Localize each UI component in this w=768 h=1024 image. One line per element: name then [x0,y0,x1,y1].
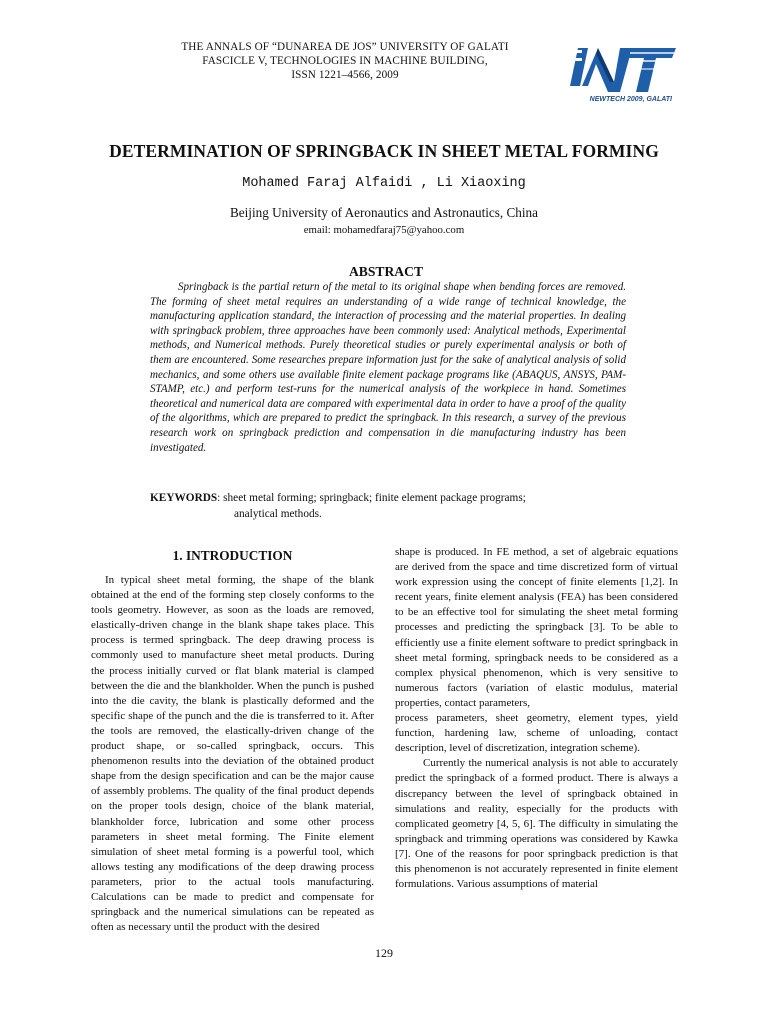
body-paragraph: shape is produced. In FE method, a set of algebraic equations are derived from the space and time discretized form of virtual work expression using the concept of finite elements [1,2]. In recent years, finite element analysis (FEA) has been considered to be an effective tool for simulating the sheet metal forming processes and predicting the springback [3]. To be able to efficiently use a finite element software to predict springback in sheet metal forming, springback needs to be considered as a complex physical phenomenon, which is very sensitive to numerous factors (variation of elastic modulus, material properties, contact parameters, [395,546,678,709]
keywords-label: KEYWORDS [150,492,218,504]
paper-affiliation: Beijing University of Aeronautics and Astronautics, China [229,205,539,220]
body-paragraph: In typical sheet metal forming, the shape of the blank obtained at the end of the forming step closely conforms to the tools geometry. However, as soon as the loads are removed, elastically-driven change in the blank shape takes place. This process is termed springback. The deep drawing process is commonly used to manufacture sheet metal products. During the process initially curved or flat blank material is clamped between the die and the blankholder. When the punch is pushed into the die cavity, the blank is plastically deformed and the specific shape of the punch and the die is transferred to it. After the tools are removed, the elastically-driven change of the product shape, or so-called springback, occurs. This phenomenon results into the deviation of the obtained product shape from the design specification and can be the major cause of assembly problems. The quality of the final product depends on the proper tools design, choice of the blank material, blankholder force, lubrication and some other process parameters in sheet metal forming. The Finite element simulation of sheet metal forming is a powerful tool, which allows testing any modifications of the deep drawing process parameters, prior to the actual tools manufacturing. Calculations can be made to predict and compensate for springback and the numerical simulations can be repeated as often as necessary until the product with the desired [91,574,374,934]
journal-header-line: ISSN 1221–4566, 2009 [291,69,399,81]
body-paragraph: process parameters, sheet geometry, element types, yield function, hardening law, scheme of unloading, contact description, level of discretization, integration scheme). [395,712,678,755]
right-column [395,545,678,892]
abstract-heading: ABSTRACT [348,264,424,279]
abstract-text: Springback is the partial return of the metal to its original shape when bending forces are removed. The forming of sheet metal requires an understanding of a wide range of technical knowledge, the manufacturing application standard, the interaction of processing and the material properties. In dealing with springback problem, three approaches have been commonly used: Analytical methods, Experimental methods, and Numerical methods. Purely theoretical studies or purely experimental analysis or both of them are encountered. Some researches prepare information just for the sake of analytical analysis of solid mechanics, and some others use available finite element package programs like (ABAQUS, ANSYS, PAM-STAMP, etc.) and perform test-runs for the numerical analysis of the workpiece in hand. Sometimes theoretical and numerical data are compared with experimental data in order to have a proof of the quality of the algorithms, which are prepared to predict the springback. In this research, a survey of the previous research work on springback prediction and compensation in die manufacturing industry has been investigated. [150,281,626,454]
page-number: 129 [375,946,393,960]
journal-header [150,40,540,82]
paper-authors: Mohamed Faraj Alfaidi , Li Xiaoxing [242,176,526,191]
keywords-list-continued: analytical methods. [234,507,322,520]
section-heading: 1. INTRODUCTION [172,548,293,563]
left-column [91,545,374,935]
author-email: email: mohamedfaraj75@yahoo.com [303,224,465,236]
keywords [150,491,630,522]
keywords-list: : sheet metal forming; springback; finite element package programs; [217,492,526,504]
body-paragraph: Currently the numerical analysis is not able to accurately predict the springback of a formed product. There is always a discrepancy between the level of springback obtained in simulations and reality, especially for the products with complicated geometry [4, 5, 6]. The difficulty in simulating the springback and trimming operations was considered by Kawka [7]. One of the reasons for poor springback prediction is that this phenomenon is not accurately represented in finite element formulations. Various assumptions of material [395,757,678,891]
journal-header-line: FASCICLE V, TECHNOLOGIES IN MACHINE BUILDING, [202,55,488,67]
keywords-line [150,491,630,507]
newtech-logo [568,38,678,104]
newtech-logo-caption: NEWTECH 2009, GALATI [589,96,672,103]
newtech-logo-mark [568,38,678,104]
journal-header-line: THE ANNALS OF “DUNAREA DE JOS” UNIVERSITY OF GALATI [181,41,509,53]
paper-title: DETERMINATION OF SPRINGBACK IN SHEET METAL FORMING [109,141,659,161]
